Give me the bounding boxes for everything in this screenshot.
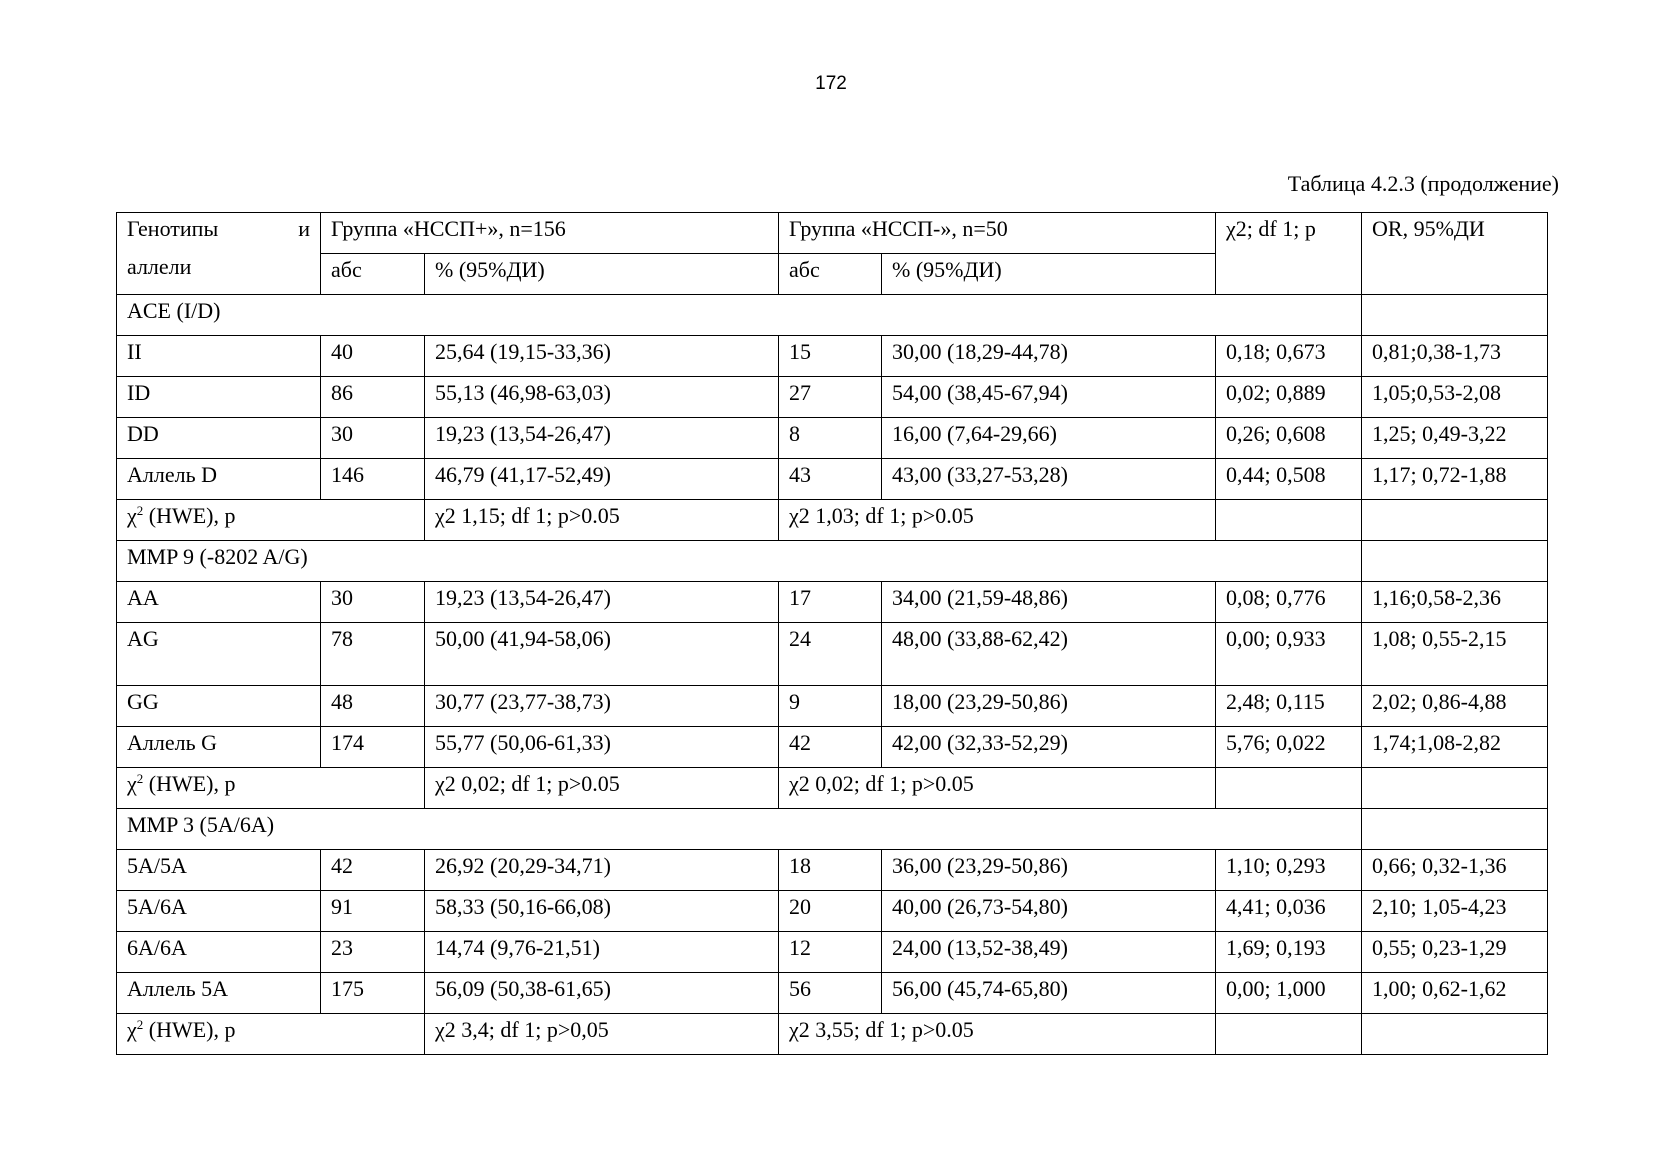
abs-plus: 23: [321, 932, 425, 973]
or-value: 1,05;0,53-2,08: [1362, 377, 1548, 418]
hwe-row: [117, 1014, 1548, 1055]
empty-cell: [1216, 1014, 1362, 1055]
pct-plus: 55,77 (50,06-61,33): [425, 727, 779, 768]
hwe-minus: χ2 0,02; df 1; p>0.05: [779, 768, 1216, 809]
table-row: [117, 623, 1548, 686]
page-number: 172: [815, 73, 847, 94]
or-value: 1,00; 0,62-1,62: [1362, 973, 1548, 1014]
pct-plus: 46,79 (41,17-52,49): [425, 459, 779, 500]
chi-value: 1,10; 0,293: [1216, 850, 1362, 891]
abs-plus: 78: [321, 623, 425, 686]
empty-cell: [1362, 541, 1548, 582]
pct-header-plus: % (95%ДИ): [425, 254, 779, 295]
abs-plus: 48: [321, 686, 425, 727]
genotype-name: Аллель 5A: [117, 973, 321, 1014]
genotype-name: 5A/6A: [117, 891, 321, 932]
or-value: 2,02; 0,86-4,88: [1362, 686, 1548, 727]
chi-value: 5,76; 0,022: [1216, 727, 1362, 768]
empty-cell: [1216, 500, 1362, 541]
genotype-header-cell: [117, 213, 321, 295]
or-value: 1,25; 0,49-3,22: [1362, 418, 1548, 459]
pct-minus: 16,00 (7,64-29,66): [882, 418, 1216, 459]
pct-plus: 25,64 (19,15-33,36): [425, 336, 779, 377]
pct-minus: 18,00 (23,29-50,86): [882, 686, 1216, 727]
chi-value: 2,48; 0,115: [1216, 686, 1362, 727]
pct-plus: 58,33 (50,16-66,08): [425, 891, 779, 932]
chi-value: 0,08; 0,776: [1216, 582, 1362, 623]
chi-value: 0,18; 0,673: [1216, 336, 1362, 377]
hwe-label: $\chi^2$ (HWE), p: [117, 768, 425, 809]
group-minus-header: Группа «НССП-», n=50: [779, 213, 1216, 254]
hwe-minus: χ2 1,03; df 1; p>0.05: [779, 500, 1216, 541]
section-row: [117, 541, 1548, 582]
table-row: [117, 973, 1548, 1014]
abs-minus: 43: [779, 459, 882, 500]
or-value: 0,81;0,38-1,73: [1362, 336, 1548, 377]
table-row: [117, 582, 1548, 623]
table-row: [117, 336, 1548, 377]
table-row: [117, 686, 1548, 727]
hwe-label: $\chi^2$ (HWE), p: [117, 1014, 425, 1055]
chi-header: χ2; df 1; p: [1216, 213, 1362, 295]
empty-cell: [1362, 295, 1548, 336]
abs-plus: 40: [321, 336, 425, 377]
pct-plus: 30,77 (23,77-38,73): [425, 686, 779, 727]
genotype-name: ID: [117, 377, 321, 418]
abs-plus: 30: [321, 582, 425, 623]
table-row: [117, 850, 1548, 891]
or-value: 1,16;0,58-2,36: [1362, 582, 1548, 623]
abs-minus: 18: [779, 850, 882, 891]
table-row: [117, 727, 1548, 768]
table-row: [117, 891, 1548, 932]
genotype-name: II: [117, 336, 321, 377]
abs-plus: 30: [321, 418, 425, 459]
genotype-name: Аллель D: [117, 459, 321, 500]
abs-plus: 146: [321, 459, 425, 500]
pct-minus: 24,00 (13,52-38,49): [882, 932, 1216, 973]
pct-plus: 26,92 (20,29-34,71): [425, 850, 779, 891]
pct-plus: 56,09 (50,38-61,65): [425, 973, 779, 1014]
pct-minus: 43,00 (33,27-53,28): [882, 459, 1216, 500]
hwe-plus: χ2 1,15; df 1; p>0.05: [425, 500, 779, 541]
abs-header-minus: абс: [779, 254, 882, 295]
genotype-table: [116, 212, 1548, 1055]
empty-cell: [1362, 1014, 1548, 1055]
or-value: 0,66; 0,32-1,36: [1362, 850, 1548, 891]
chi-value: 0,26; 0,608: [1216, 418, 1362, 459]
abs-plus: 91: [321, 891, 425, 932]
abs-minus: 24: [779, 623, 882, 686]
pct-minus: 36,00 (23,29-50,86): [882, 850, 1216, 891]
genotype-name: GG: [117, 686, 321, 727]
empty-cell: [1362, 500, 1548, 541]
empty-cell: [1362, 768, 1548, 809]
hwe-row: [117, 768, 1548, 809]
section-row: [117, 809, 1548, 850]
pct-minus: 48,00 (33,88-62,42): [882, 623, 1216, 686]
genotype-name: 5A/5A: [117, 850, 321, 891]
abs-minus: 42: [779, 727, 882, 768]
pct-plus: 50,00 (41,94-58,06): [425, 623, 779, 686]
section-title: MMP 3 (5A/6A): [117, 809, 1362, 850]
genotype-name: Аллель G: [117, 727, 321, 768]
abs-plus: 174: [321, 727, 425, 768]
genotype-name: AG: [117, 623, 321, 686]
genotype-header-word2: и: [298, 216, 310, 241]
hwe-minus: χ2 3,55; df 1; p>0.05: [779, 1014, 1216, 1055]
empty-cell: [1216, 768, 1362, 809]
chi-value: 0,02; 0,889: [1216, 377, 1362, 418]
hwe-plus: χ2 3,4; df 1; p>0,05: [425, 1014, 779, 1055]
pct-plus: 19,23 (13,54-26,47): [425, 418, 779, 459]
hwe-row: [117, 500, 1548, 541]
genotype-name: DD: [117, 418, 321, 459]
chi-value: 0,00; 0,933: [1216, 623, 1362, 686]
table-row: [117, 459, 1548, 500]
section-title: ACE (I/D): [117, 295, 1362, 336]
pct-minus: 56,00 (45,74-65,80): [882, 973, 1216, 1014]
or-value: 1,74;1,08-2,82: [1362, 727, 1548, 768]
or-value: 2,10; 1,05-4,23: [1362, 891, 1548, 932]
pct-minus: 42,00 (32,33-52,29): [882, 727, 1216, 768]
table-caption: Таблица 4.2.3 (продолжение): [1287, 171, 1559, 196]
chi-value: 4,41; 0,036: [1216, 891, 1362, 932]
abs-minus: 15: [779, 336, 882, 377]
abs-minus: 9: [779, 686, 882, 727]
pct-header-minus: % (95%ДИ): [882, 254, 1216, 295]
section-row: [117, 295, 1548, 336]
genotype-header-word1: Генотипы: [127, 216, 219, 241]
or-value: 1,08; 0,55-2,15: [1362, 623, 1548, 686]
abs-minus: 8: [779, 418, 882, 459]
pct-plus: 19,23 (13,54-26,47): [425, 582, 779, 623]
abs-plus: 175: [321, 973, 425, 1014]
abs-minus: 20: [779, 891, 882, 932]
group-plus-header: Группа «НССП+», n=156: [321, 213, 779, 254]
pct-minus: 40,00 (26,73-54,80): [882, 891, 1216, 932]
pct-minus: 34,00 (21,59-48,86): [882, 582, 1216, 623]
table-row: [117, 932, 1548, 973]
abs-plus: 42: [321, 850, 425, 891]
chi-value: 0,44; 0,508: [1216, 459, 1362, 500]
or-value: 0,55; 0,23-1,29: [1362, 932, 1548, 973]
pct-minus: 54,00 (38,45-67,94): [882, 377, 1216, 418]
abs-minus: 17: [779, 582, 882, 623]
abs-minus: 56: [779, 973, 882, 1014]
table-row: [117, 377, 1548, 418]
genotype-name: AA: [117, 582, 321, 623]
hwe-label: $\chi^2$ (HWE), p: [117, 500, 425, 541]
chi-value: 1,69; 0,193: [1216, 932, 1362, 973]
abs-plus: 86: [321, 377, 425, 418]
header-row-1: [117, 213, 1548, 254]
pct-plus: 55,13 (46,98-63,03): [425, 377, 779, 418]
empty-cell: [1362, 809, 1548, 850]
abs-minus: 27: [779, 377, 882, 418]
abs-header-plus: абс: [321, 254, 425, 295]
chi-value: 0,00; 1,000: [1216, 973, 1362, 1014]
genotype-name: 6A/6A: [117, 932, 321, 973]
pct-plus: 14,74 (9,76-21,51): [425, 932, 779, 973]
or-header: OR, 95%ДИ: [1362, 213, 1548, 295]
hwe-plus: χ2 0,02; df 1; p>0.05: [425, 768, 779, 809]
pct-minus: 30,00 (18,29-44,78): [882, 336, 1216, 377]
section-title: MMP 9 (-8202 A/G): [117, 541, 1362, 582]
or-value: 1,17; 0,72-1,88: [1362, 459, 1548, 500]
table-row: [117, 418, 1548, 459]
genotype-header-word3: аллели: [127, 254, 192, 279]
abs-minus: 12: [779, 932, 882, 973]
